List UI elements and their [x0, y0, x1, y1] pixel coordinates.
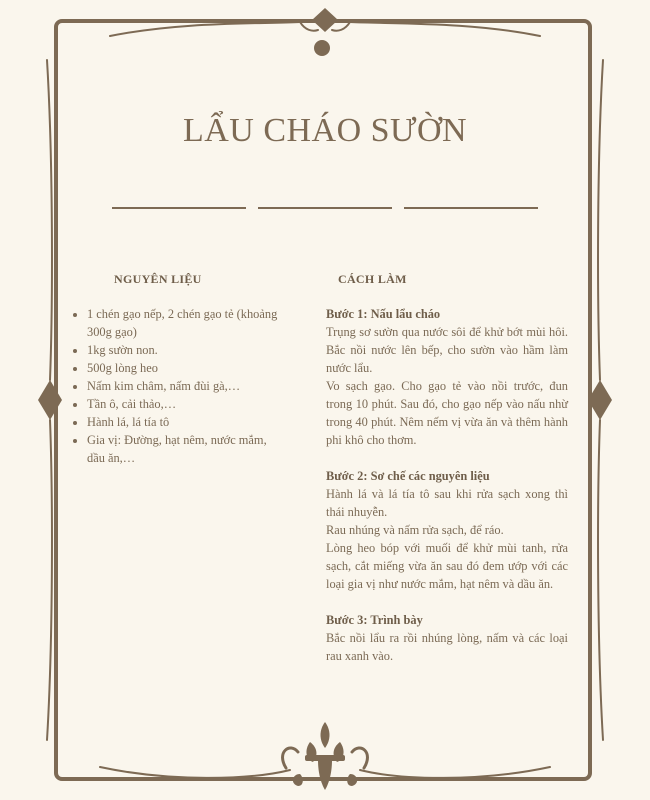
step-paragraph: Bắc nồi lẩu ra rồi nhúng lòng, nấm và các loại rau xanh vào.	[326, 631, 568, 663]
list-item: • Nấm kim châm, nấm đùi gà,…	[87, 377, 287, 395]
step-paragraph: Vo sạch gạo. Cho gạo tẻ vào nồi trước, đun trong 10 phút. Sau đó, cho gạo nếp vào nấu nhừ trong 40 phút. Nêm nếm vị vừa ăn và thêm hành phi khô cho thơm.	[326, 379, 568, 447]
list-item: • 500g lòng heo	[87, 359, 287, 377]
title-divider-center	[258, 207, 392, 209]
step-title: Bước 1: Nấu lẩu cháo	[326, 307, 441, 321]
list-item: • 1kg sườn non.	[87, 341, 287, 359]
ingredients-list	[70, 305, 287, 467]
list-item: • Gia vị: Đường, hạt nêm, nước mắm, dầu ăn,…	[87, 431, 287, 467]
list-item: • 1 chén gạo nếp, 2 chén gạo tẻ (khoảng 300g gạo)	[87, 305, 287, 341]
step-1	[326, 305, 568, 449]
step-2	[326, 467, 568, 593]
page-title: LẨU CHÁO SƯỜN	[182, 112, 468, 149]
step-paragraph: Lòng heo bóp với muối để khử mùi tanh, rửa sạch, cắt miếng vừa ăn sau đó đem ướp với các loại gia vị như nước mắm, hạt nêm và dầu ăn.	[326, 541, 568, 591]
list-item: • Tần ô, cải thảo,…	[87, 395, 287, 413]
steps-heading: CÁCH LÀM	[338, 272, 407, 286]
step-paragraph: Rau nhúng và nấm rửa sạch, để ráo.	[326, 523, 504, 537]
ingredients-heading: NGUYÊN LIỆU	[114, 272, 202, 286]
title-divider-left	[112, 207, 246, 209]
title-divider-right	[404, 207, 538, 209]
step-paragraph: Trụng sơ sườn qua nước sôi để khử bớt mùi hôi. Bắc nồi nước lên bếp, cho sườn vào hầm làm nước lẩu.	[326, 325, 568, 375]
steps-section	[326, 305, 568, 683]
step-3	[326, 611, 568, 665]
list-item: • Hành lá, lá tía tô	[87, 413, 287, 431]
step-title: Bước 2: Sơ chế các nguyên liệu	[326, 469, 490, 483]
step-title: Bước 3: Trình bày	[326, 613, 423, 627]
step-paragraph: Hành lá và lá tía tô sau khi rửa sạch xong thì thái nhuyễn.	[326, 487, 568, 519]
